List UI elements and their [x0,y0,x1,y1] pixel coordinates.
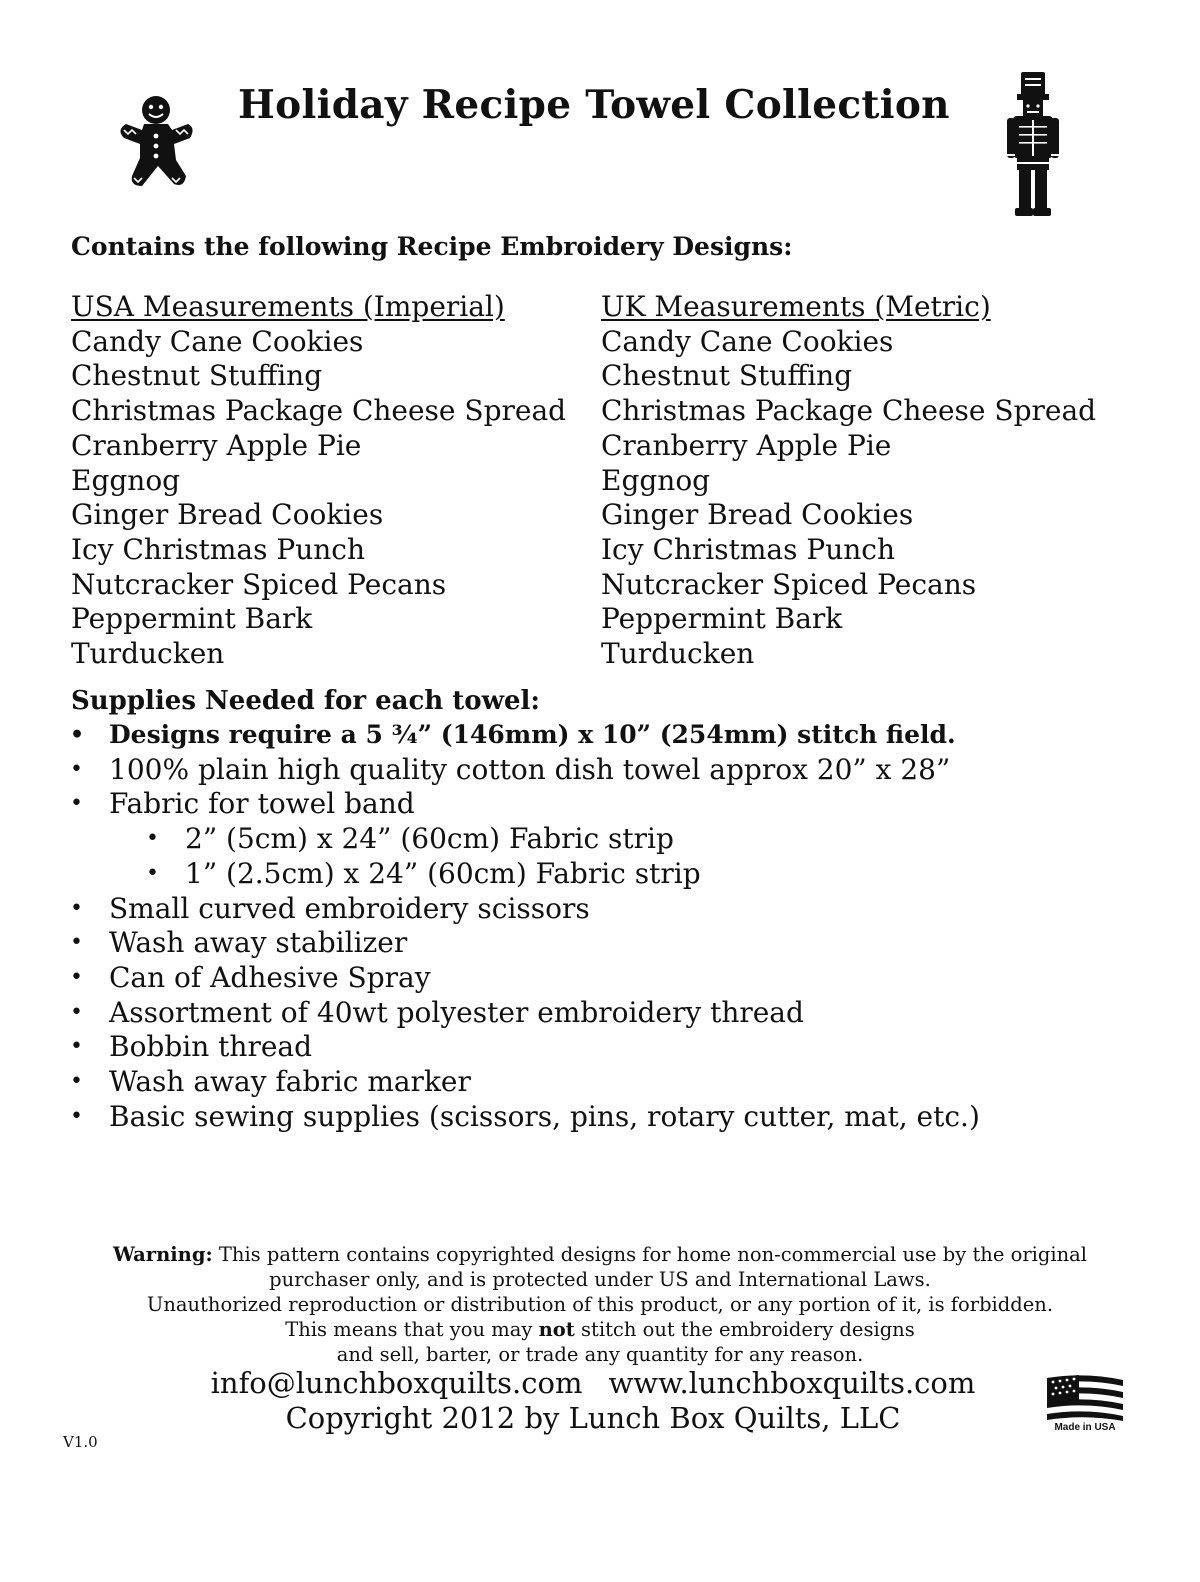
list-item: Nutcracker Spiced Pecans [71,567,447,601]
uk-recipe-list [601,290,1096,672]
list-item: Icy Christmas Punch [601,532,896,566]
page-title: Holiday Recipe Towel Collection [238,82,950,128]
list-item: Nutcracker Spiced Pecans [601,567,977,601]
warning-line: This pattern contains copyrighted designs for home non-commercial use by the original [218,1243,1088,1266]
list-item: • Fabric for towel band [70,787,980,822]
list-subitem: • 2” (5cm) x 24” (60cm) Fabric strip [70,822,980,857]
list-item: Ginger Bread Cookies [71,498,384,532]
list-item: • Designs require a 5 ¾” (146mm) x 10” (254mm) stitch field. [70,718,980,753]
warning-line: stitch out the embroidery designs [581,1318,915,1341]
designs-heading: Contains the following Recipe Embroidery Designs: [71,232,793,261]
made-in-usa-badge [1045,1374,1125,1436]
copyright-line: Copyright 2012 by Lunch Box Quilts, LLC [285,1401,901,1435]
warning-line: Unauthorized reproduction or distribution of this product, or any portion of it, is forbidden. [146,1293,1054,1316]
list-item: Chestnut Stuffing [71,359,323,393]
version-label: V1.0 [63,1433,98,1451]
supplies-list [70,718,980,1134]
warning-line: and sell, barter, or trade any quantity for any reason. [336,1343,864,1366]
list-item: Ginger Bread Cookies [601,498,914,532]
list-item: Eggnog [71,463,181,497]
supplies-heading: Supplies Needed for each towel: [71,686,541,716]
list-item: • Bobbin thread [70,1030,980,1065]
warning-line: purchaser only, and is protected under US and International Laws. [269,1268,931,1291]
list-item: Christmas Package Cheese Spread [71,394,567,428]
list-item: Peppermint Bark [71,602,313,636]
usa-recipe-list [71,290,566,672]
list-item: • Can of Adhesive Spray [70,961,980,996]
list-item: Turducken [71,637,225,671]
list-item: Candy Cane Cookies [71,324,364,358]
copyright-warning [60,1242,1140,1367]
list-item: Cranberry Apple Pie [71,428,362,462]
list-item: Icy Christmas Punch [71,532,366,566]
list-item: Turducken [601,637,755,671]
list-subitem: • 1” (2.5cm) x 24” (60cm) Fabric strip [70,857,980,892]
list-item: • Basic sewing supplies (scissors, pins, rotary cutter, mat, etc.) [70,1100,980,1135]
list-item: • Wash away fabric marker [70,1065,980,1100]
list-item: Christmas Package Cheese Spread [601,394,1097,428]
nutcracker-icon [1003,70,1063,218]
email-link[interactable]: info@lunchboxquilts.com [210,1366,583,1400]
list-item: Chestnut Stuffing [601,359,853,393]
list-item: • Small curved embroidery scissors [70,892,980,927]
list-item: • Wash away stabilizer [70,926,980,961]
warning-label: Warning: [112,1243,213,1266]
made-in-usa-label: Made in USA [1054,1422,1116,1433]
list-item: Eggnog [601,463,711,497]
usa-flag-icon [1045,1374,1125,1422]
list-item: Candy Cane Cookies [601,324,894,358]
list-item: • 100% plain high quality cotton dish towel approx 20” x 28” [70,753,980,788]
list-item: Peppermint Bark [601,602,843,636]
list-item: Cranberry Apple Pie [601,428,892,462]
contact-info [120,1366,1066,1436]
usa-measurements-heading: USA Measurements (Imperial) [71,290,505,323]
warning-line: This means that you may [285,1318,533,1341]
uk-measurements-heading: UK Measurements (Metric) [601,290,991,323]
warning-emphasis: not [538,1318,575,1341]
gingerbread-man-icon [114,94,196,190]
list-item: • Assortment of 40wt polyester embroidery thread [70,996,980,1031]
website-link[interactable]: www.lunchboxquilts.com [608,1366,976,1400]
